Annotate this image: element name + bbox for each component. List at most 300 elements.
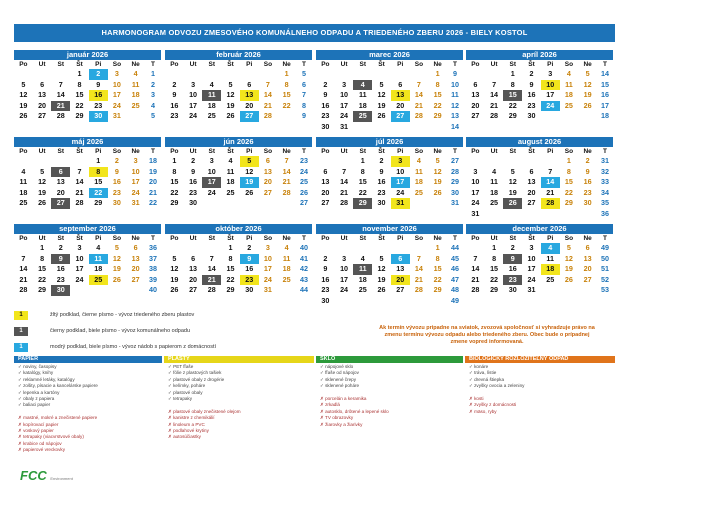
day-cell: [353, 69, 372, 80]
category-item: ✓ plastové obaly z drogérie: [168, 376, 225, 382]
day-cell: 20: [131, 264, 140, 273]
day-cell: 29: [433, 111, 442, 120]
day-cell: 13: [131, 253, 140, 263]
day-cell: 23: [321, 285, 330, 294]
day-cell: 21: [546, 187, 555, 197]
day-header: Ut: [189, 235, 197, 242]
week-number: 44: [299, 285, 308, 294]
day-cell: 14: [541, 177, 560, 188]
day-cell: 30: [51, 285, 70, 296]
day-cell: [202, 198, 221, 209]
day-header: Pi: [246, 235, 253, 242]
day-cell: 18: [414, 177, 423, 186]
day-cell: 18: [19, 187, 28, 197]
day-cell: 8: [510, 79, 515, 89]
day-cell: 22: [170, 187, 179, 197]
week-number: 29: [450, 177, 459, 186]
day-cell: 7: [416, 79, 421, 89]
week-number: 28: [450, 166, 459, 176]
day-cell: 6: [51, 167, 70, 178]
day-cell: 16: [189, 177, 198, 186]
category-items: [18, 364, 160, 454]
day-cell: [353, 243, 372, 254]
day-cell: 16: [583, 177, 592, 186]
day-cell: 5: [585, 69, 590, 78]
category-item: ✓ drevná štiepka: [469, 376, 505, 382]
day-cell: 24: [541, 101, 560, 112]
day-header: T: [301, 148, 306, 155]
day-cell: 16: [56, 264, 65, 273]
day-cell: 27: [396, 285, 405, 294]
day-cell: 31: [471, 208, 480, 218]
day-cell: 25: [282, 274, 291, 284]
day-header: So: [564, 61, 574, 68]
day-cell: 10: [263, 253, 272, 263]
fcc-logo: FCC Environment: [20, 468, 73, 483]
week-number: 40: [148, 285, 157, 294]
week-number: 51: [600, 264, 609, 273]
day-cell: 9: [191, 166, 196, 176]
day-header: Št: [378, 235, 385, 242]
day-cell: 30: [189, 198, 198, 207]
day-cell: [14, 69, 33, 80]
day-cell: 2: [191, 156, 196, 165]
day-cell: [14, 156, 33, 167]
day-header: T: [452, 235, 457, 242]
day-cell: 10: [207, 166, 216, 176]
day-cell: 14: [414, 90, 423, 99]
day-cell: 6: [398, 79, 403, 89]
day-cell: 19: [508, 187, 517, 197]
day-header: T: [301, 235, 306, 242]
week-number: 30: [450, 187, 459, 197]
day-cell: 2: [172, 79, 177, 89]
week-number: 4: [150, 100, 155, 110]
day-header: Po: [321, 235, 330, 242]
day-cell: 11: [19, 177, 28, 186]
day-cell: 4: [566, 69, 571, 78]
day-header: Ut: [340, 61, 348, 68]
day-cell: [184, 69, 203, 80]
legend-text: čierny podklad, biele písmo - vývoz komunálneho odpadu: [50, 328, 191, 334]
day-cell: 17: [391, 177, 410, 188]
week-number: 24: [299, 166, 308, 176]
day-header: Po: [471, 235, 480, 242]
day-cell: 29: [226, 285, 235, 294]
day-cell: [240, 69, 259, 80]
day-header: So: [112, 235, 122, 242]
day-cell: 15: [226, 264, 235, 273]
day-cell: [108, 285, 127, 296]
day-header: So: [414, 235, 424, 242]
day-header: Pi: [547, 148, 554, 155]
day-cell: 17: [263, 264, 272, 273]
category-item: ✗ linoleum a PVC: [168, 421, 205, 427]
day-cell: 3: [114, 69, 119, 78]
category-item: ✗ TV obrazovky: [320, 415, 354, 421]
day-cell: 27: [131, 274, 140, 284]
day-cell: 27: [527, 198, 536, 207]
category-item: ✗ krabice od nápojov: [18, 440, 62, 446]
day-cell: 22: [226, 274, 235, 284]
day-cell: 12: [377, 264, 386, 273]
week-number: 46: [450, 264, 459, 273]
day-cell: 28: [340, 198, 349, 207]
day-header: T: [150, 235, 155, 242]
day-cell: 23: [377, 187, 386, 197]
day-cell: 21: [414, 100, 423, 110]
day-cell: 4: [353, 80, 372, 91]
day-cell: 4: [209, 79, 214, 89]
day-cell: [221, 198, 240, 209]
day-cell: 3: [391, 156, 410, 167]
holiday-note: Ak termín vývozu pripadne na sviatok, zvozová spoločnosť si vyhradzuje právo na zmenu termínu vývozu odpadu alebo triedeného zberu. Obec bude o prípadnej zmene vopred informovaná.: [379, 325, 595, 345]
day-cell: [89, 285, 108, 296]
day-cell: [410, 122, 429, 133]
day-cell: 16: [112, 177, 121, 186]
day-cell: 24: [131, 187, 140, 197]
day-cell: [485, 69, 504, 80]
day-cell: [410, 296, 429, 307]
day-cell: 8: [172, 166, 177, 176]
day-cell: 1: [284, 69, 289, 78]
day-cell: 7: [492, 79, 497, 89]
week-number: 48: [450, 285, 459, 294]
day-cell: 1: [510, 69, 515, 78]
week-number: 3: [150, 90, 155, 99]
day-cell: 2: [529, 69, 534, 78]
day-header: Ut: [490, 148, 498, 155]
day-cell: 10: [471, 177, 480, 186]
day-cell: 27: [240, 111, 259, 122]
week-number: 27: [299, 198, 308, 207]
category-item: ✓ fólie z plastových tašiek: [168, 370, 222, 376]
day-cell: 24: [471, 198, 480, 207]
day-cell: 4: [133, 69, 138, 78]
day-header: Ut: [38, 235, 46, 242]
day-header: Po: [321, 61, 330, 68]
month-title: marec 2026: [316, 50, 463, 60]
day-cell: [335, 243, 354, 254]
day-cell: 13: [527, 177, 536, 186]
day-cell: 30: [89, 111, 108, 122]
day-header: Ut: [38, 61, 46, 68]
week-number: 35: [600, 198, 609, 207]
month-calendar: [165, 50, 312, 122]
day-cell: 21: [490, 100, 499, 110]
day-cell: 17: [75, 264, 84, 273]
week-number: 52: [600, 274, 609, 284]
day-cell: 26: [38, 198, 47, 207]
day-header: Pi: [397, 61, 404, 68]
day-cell: 24: [207, 187, 216, 197]
day-cell: [259, 69, 278, 80]
day-cell: 30: [377, 198, 386, 207]
week-number: 20: [148, 177, 157, 186]
day-cell: 1: [77, 69, 82, 78]
day-header: T: [602, 148, 607, 155]
day-cell: [578, 285, 597, 296]
day-cell: 14: [19, 264, 28, 273]
day-cell: 22: [358, 187, 367, 197]
day-cell: 27: [38, 111, 47, 120]
day-cell: 13: [263, 166, 272, 176]
week-number: 18: [600, 111, 609, 120]
day-header: Št: [227, 148, 234, 155]
week-number: 39: [148, 274, 157, 284]
day-cell: 5: [21, 79, 26, 89]
day-header: St: [208, 235, 216, 242]
day-cell: 15: [433, 90, 442, 99]
day-cell: [316, 69, 335, 80]
day-cell: 5: [114, 243, 119, 252]
day-cell: [221, 69, 240, 80]
day-cell: 14: [56, 90, 65, 99]
week-number: 37: [148, 253, 157, 263]
day-header: Št: [528, 148, 535, 155]
week-number: 41: [299, 253, 308, 263]
day-header: Ut: [340, 235, 348, 242]
day-cell: 4: [416, 156, 421, 165]
day-header: St: [359, 235, 367, 242]
day-cell: 20: [263, 177, 272, 186]
day-cell: 31: [340, 121, 349, 131]
day-cell: 8: [228, 253, 233, 263]
day-cell: 4: [228, 156, 233, 165]
day-cell: 28: [56, 111, 65, 120]
day-cell: 2: [379, 156, 384, 165]
day-cell: 2: [247, 243, 252, 252]
day-cell: 8: [40, 253, 45, 263]
day-cell: 30: [527, 111, 536, 120]
week-number: 53: [600, 285, 609, 294]
day-cell: 3: [77, 243, 82, 252]
day-cell: 24: [189, 111, 198, 120]
category-item: ✓ zvyšky ovocia a zeleniny: [469, 383, 525, 389]
day-cell: 22: [564, 187, 573, 197]
day-cell: [485, 156, 504, 167]
day-cell: 7: [209, 253, 214, 263]
day-cell: 27: [263, 187, 272, 197]
day-cell: 6: [40, 79, 45, 89]
day-cell: [14, 243, 33, 254]
week-number: 50: [600, 253, 609, 263]
day-cell: 2: [323, 79, 328, 89]
day-cell: 15: [170, 177, 179, 186]
day-cell: 15: [38, 264, 47, 273]
day-cell: 10: [527, 253, 536, 263]
day-cell: 23: [56, 274, 65, 284]
day-cell: 8: [89, 167, 108, 178]
day-cell: 7: [284, 156, 289, 165]
day-header: So: [564, 148, 574, 155]
day-cell: 5: [566, 243, 571, 252]
day-cell: 18: [94, 264, 103, 273]
day-cell: 14: [490, 90, 499, 99]
day-cell: 18: [490, 187, 499, 197]
day-cell: 11: [415, 166, 423, 176]
day-cell: 7: [265, 79, 270, 89]
day-cell: 18: [207, 100, 216, 110]
day-cell: 30: [321, 295, 330, 305]
week-number: 9: [301, 111, 306, 120]
day-header: Ne: [583, 235, 592, 242]
month-title: apríl 2026: [466, 50, 613, 60]
day-cell: 26: [583, 100, 592, 110]
day-cell: 22: [433, 100, 442, 110]
day-cell: 20: [38, 100, 47, 110]
day-cell: 5: [510, 166, 515, 176]
day-cell: 17: [527, 264, 536, 273]
day-header: St: [208, 61, 216, 68]
day-cell: 12: [170, 264, 179, 273]
category-item: ✓ plastové obaly: [168, 389, 203, 395]
day-cell: 12: [245, 166, 254, 176]
day-cell: 21: [51, 101, 70, 112]
day-cell: 22: [38, 274, 47, 284]
day-cell: 26: [112, 274, 121, 284]
day-cell: [126, 111, 145, 122]
day-header: Ut: [490, 61, 498, 68]
day-cell: 21: [414, 274, 423, 284]
day-header: So: [564, 235, 574, 242]
day-cell: 26: [377, 285, 386, 294]
category-item: ✓ fľaše od nápojov: [320, 370, 359, 376]
day-cell: 19: [226, 100, 235, 110]
day-header: Pi: [95, 235, 102, 242]
day-cell: 10: [131, 166, 140, 176]
day-cell: 11: [226, 166, 235, 176]
day-cell: 6: [529, 166, 534, 176]
day-cell: 18: [131, 90, 140, 99]
day-cell: 19: [38, 187, 47, 197]
day-cell: 31: [131, 198, 140, 207]
week-number: 31: [600, 156, 609, 165]
day-cell: 26: [564, 274, 573, 284]
day-cell: 14: [263, 90, 272, 99]
day-cell: 31: [263, 285, 272, 294]
day-cell: 10: [541, 80, 560, 91]
category-item: ✗ kosti: [469, 396, 484, 402]
day-header: Št: [76, 61, 83, 68]
day-cell: 9: [172, 90, 177, 99]
day-cell: 16: [170, 100, 179, 110]
day-cell: 6: [265, 156, 270, 165]
week-number: 13: [450, 111, 459, 120]
day-header: Po: [471, 61, 480, 68]
day-cell: 30: [508, 285, 517, 294]
day-cell: 21: [202, 275, 221, 286]
day-cell: 8: [284, 79, 289, 89]
month-title: august 2026: [466, 137, 613, 147]
day-cell: 16: [245, 264, 254, 273]
day-cell: 3: [548, 69, 553, 78]
day-header: Pi: [246, 148, 253, 155]
day-cell: 9: [503, 254, 522, 265]
month-calendar: [466, 137, 613, 219]
day-cell: [372, 122, 391, 133]
day-cell: 24: [112, 100, 121, 110]
week-number: 5: [301, 69, 306, 78]
day-cell: 17: [340, 100, 349, 110]
day-cell: 5: [379, 79, 384, 89]
day-cell: 25: [490, 198, 499, 207]
day-cell: 8: [77, 79, 82, 89]
day-header: Ne: [433, 61, 442, 68]
day-cell: 11: [353, 264, 372, 275]
day-cell: 1: [96, 156, 101, 165]
day-cell: 12: [433, 166, 442, 176]
day-cell: 9: [323, 264, 328, 273]
category-item: ✓ PET fľaše: [168, 364, 194, 369]
day-cell: 24: [340, 111, 349, 120]
day-cell: 25: [353, 111, 372, 122]
day-header: Pi: [547, 61, 554, 68]
day-cell: 6: [391, 254, 410, 265]
day-header: Ne: [583, 148, 592, 155]
day-header: Št: [227, 61, 234, 68]
day-cell: [51, 156, 70, 167]
day-cell: 1: [40, 243, 45, 252]
week-number: 25: [299, 177, 308, 186]
day-cell: [353, 296, 372, 307]
day-cell: [51, 69, 70, 80]
day-cell: [277, 111, 296, 122]
day-cell: 29: [38, 285, 47, 294]
week-number: 44: [450, 243, 459, 252]
day-header: Po: [321, 148, 330, 155]
day-cell: 19: [240, 177, 259, 188]
day-cell: 20: [527, 187, 536, 197]
week-number: 18: [148, 156, 157, 165]
day-cell: 26: [433, 187, 442, 197]
day-cell: 26: [377, 111, 386, 120]
day-cell: 9: [585, 166, 590, 176]
legend-swatch: 1: [14, 311, 28, 320]
category-item: ✓ sklenené črepy: [320, 376, 357, 382]
week-number: 9: [452, 69, 457, 78]
day-cell: 24: [75, 274, 84, 284]
day-cell: [466, 243, 485, 254]
day-cell: 28: [282, 187, 291, 197]
week-number: 15: [600, 79, 609, 89]
day-cell: [372, 69, 391, 80]
category-item: ✗ autosklo, drôtené a lepené sklo: [320, 408, 389, 414]
day-header: Ne: [433, 235, 442, 242]
day-cell: 12: [226, 90, 235, 99]
week-number: 16: [600, 90, 609, 99]
category-item: ✓ nápojové sklo: [320, 364, 354, 369]
day-cell: 25: [564, 100, 573, 110]
day-cell: 12: [112, 253, 121, 263]
day-cell: [410, 198, 429, 209]
day-cell: 12: [19, 90, 28, 99]
week-number: 7: [301, 90, 306, 99]
week-number: 10: [450, 79, 459, 89]
category-item: ✓ lepenka a kartóny: [18, 389, 60, 395]
week-number: 31: [450, 198, 459, 207]
day-cell: 27: [189, 285, 198, 294]
day-cell: [410, 69, 429, 80]
category-items: [320, 364, 461, 428]
day-cell: 7: [77, 166, 82, 176]
category-item: ✗ zrkadlá: [320, 402, 340, 408]
day-cell: 7: [416, 253, 421, 263]
day-header: Št: [227, 235, 234, 242]
legend-swatch: 1: [14, 327, 28, 336]
day-cell: 1: [172, 156, 177, 165]
day-cell: 22: [508, 100, 517, 110]
